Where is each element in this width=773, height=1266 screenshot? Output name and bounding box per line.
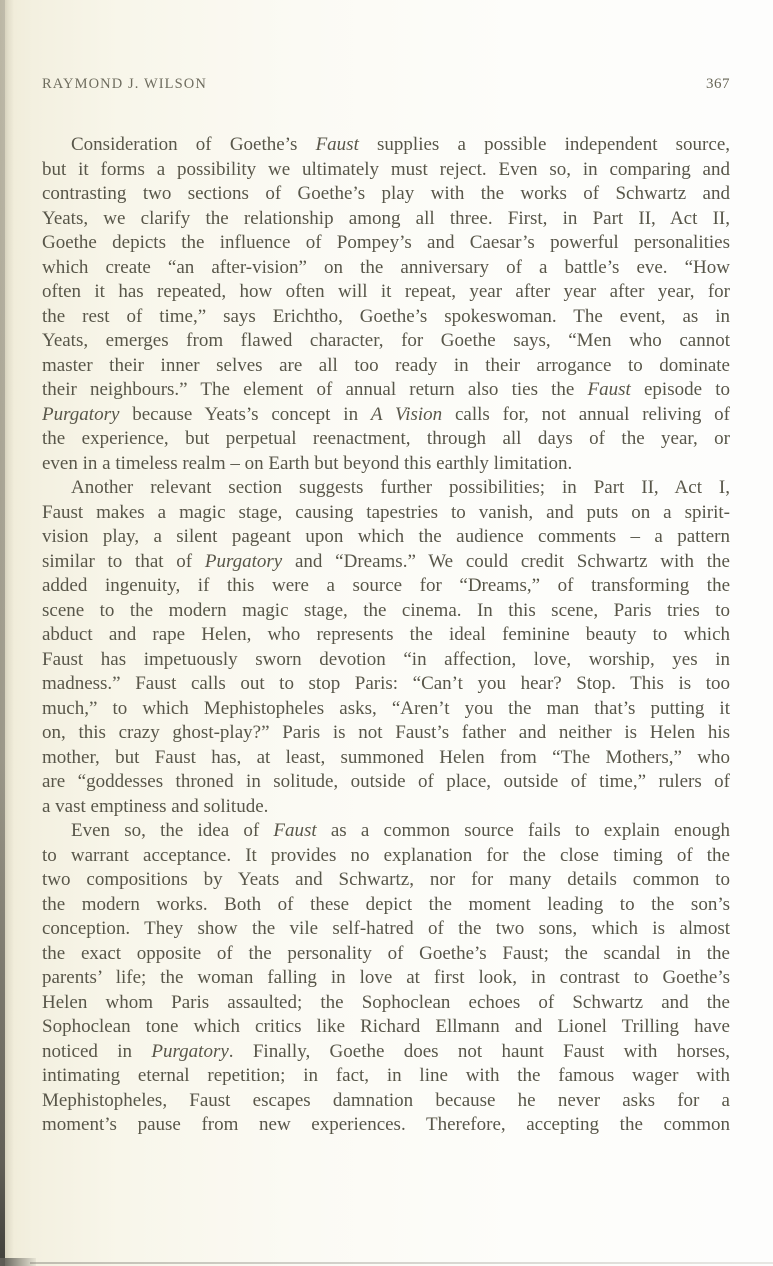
text-line	[42, 231, 730, 256]
text-run: are “goddesses throned in solitude, outside of place, outside of time,” rulers of	[42, 771, 730, 792]
text-line	[42, 256, 730, 281]
text-run: . Finally, Goethe does not haunt Faust with horses,	[228, 1040, 730, 1062]
text-line	[42, 1015, 730, 1040]
text-line	[42, 329, 730, 354]
text-column	[42, 133, 730, 1138]
text-run: to warrant acceptance. It provides no explanation for the close timing of the	[42, 844, 730, 866]
gutter-soft-shadow	[5, 0, 14, 1266]
text-run: similar to that of	[42, 550, 205, 572]
text-run: the rest of time,” says Erichtho, Goethe’s spokeswoman. The event, as in	[42, 305, 730, 327]
text-line	[42, 697, 730, 722]
text-run: Sophoclean tone which critics like Richard Ellmann and Lionel Trilling have	[42, 1016, 730, 1037]
text-run: conception. They show the vile self-hatred of the two sons, which is almost	[42, 918, 730, 939]
text-run: contrasting two sections of Goethe’s play with the works of Schwartz and	[42, 183, 730, 204]
text-line	[42, 305, 730, 330]
text-run: often it has repeated, how often will it repeat, year after year after year, for	[42, 281, 730, 302]
text-line	[42, 819, 730, 844]
text-run: Goethe depicts the influence of Pompey’s and Caesar’s powerful personalities	[42, 232, 730, 253]
text-run: added ingenuity, if this were a source for “Dreams,” of transforming the	[42, 575, 730, 596]
text-run: abduct and rape Helen, who represents the ideal feminine beauty to which	[42, 624, 730, 645]
text-run: parents’ life; the woman falling in love at first look, in contrast to Goethe’s	[42, 967, 730, 988]
text-run: because Yeats’s concept in	[119, 403, 371, 425]
text-run: Faust makes a magic stage, causing tapestries to vanish, and puts on a spirit-	[42, 501, 730, 523]
text-line	[42, 770, 730, 795]
text-line	[42, 427, 730, 452]
text-run: calls for, not annual reliving of	[442, 403, 730, 425]
text-run: Another relevant section suggests further possibilities; in Part II, Act I,	[71, 477, 730, 498]
text-run: the exact opposite of the personality of Goethe’s Faust; the scandal in the	[42, 942, 730, 964]
text-line	[42, 476, 730, 501]
text-line	[42, 550, 730, 575]
italic-title: Purgatory	[204, 550, 283, 572]
text-line	[42, 672, 730, 697]
text-line	[42, 1089, 730, 1114]
text-line	[42, 623, 730, 648]
paragraph	[42, 819, 730, 1138]
text-line	[42, 574, 730, 599]
text-run: mother, but Faust has, at least, summoned Helen from “The Mothers,” who	[42, 746, 730, 768]
text-run: episode to	[630, 379, 730, 400]
text-run: Yeats, we clarify the relationship among all three. First, in Part II, Act II,	[42, 207, 730, 229]
text-run: Mephistopheles, Faust escapes damnation because he never asks for a	[42, 1089, 730, 1111]
text-run: Helen whom Paris assaulted; the Sophoclean echoes of Schwartz and the	[42, 991, 730, 1013]
text-run: supplies a possible independent source,	[358, 134, 730, 155]
text-line	[42, 378, 730, 403]
text-run: a vast emptiness and solitude.	[42, 795, 269, 817]
paragraph	[42, 476, 730, 819]
text-line	[42, 868, 730, 893]
text-run: vision play, a silent pageant upon which the audience comments – a pattern	[42, 526, 730, 547]
text-run: scene to the modern magic stage, the cinema. In this scene, Paris tries to	[42, 599, 730, 621]
italic-title: Faust	[273, 820, 317, 841]
text-run: on, this crazy ghost-play?” Paris is not Faust’s father and neither is Helen his	[42, 722, 730, 743]
text-line	[42, 1113, 730, 1138]
text-line	[42, 721, 730, 746]
text-line	[42, 1064, 730, 1089]
paragraph	[42, 133, 730, 476]
text-run: the modern works. Both of these depict the moment leading to the son’s	[42, 893, 730, 915]
text-run: the experience, but perpetual reenactment, through all days of the year, or	[42, 428, 730, 449]
text-run: even in a timeless realm – on Earth but beyond this earthly limitation.	[42, 452, 573, 474]
page-content	[42, 76, 730, 1138]
page-number: 367	[706, 76, 730, 92]
text-line	[42, 942, 730, 967]
italic-title: Faust	[587, 379, 631, 400]
text-line	[42, 207, 730, 232]
text-run: but it forms a possibility we ultimately must reject. Even so, in comparing and	[42, 158, 730, 180]
text-line	[42, 133, 730, 158]
text-run: moment’s pause from new experiences. Therefore, accepting the common	[42, 1114, 730, 1135]
text-run: as a common source fails to explain enough	[316, 820, 730, 841]
text-line	[42, 182, 730, 207]
italic-title: Purgatory	[151, 1040, 229, 1062]
author-name: RAYMOND J. WILSON	[42, 76, 207, 92]
text-line	[42, 795, 730, 820]
text-line	[42, 917, 730, 942]
text-line	[42, 844, 730, 869]
text-line	[42, 966, 730, 991]
text-run: Even so, the idea of	[71, 820, 274, 841]
text-line	[42, 158, 730, 183]
text-line	[42, 746, 730, 771]
text-run: Yeats, emerges from flawed character, for Goethe says, “Men who cannot	[42, 330, 730, 351]
page-bottom-edge	[30, 1262, 773, 1264]
italic-title: Purgatory	[42, 403, 120, 425]
italic-title: Faust	[315, 134, 359, 155]
text-run: which create “an after-vision” on the anniversary of a battle’s eve. “How	[42, 256, 730, 278]
text-line	[42, 599, 730, 624]
text-line	[42, 648, 730, 673]
text-line	[42, 501, 730, 526]
text-line	[42, 354, 730, 379]
text-line	[42, 452, 730, 477]
text-line	[42, 991, 730, 1016]
text-run: intimating eternal repetition; in fact, in line with the famous wager with	[42, 1065, 730, 1086]
text-line	[42, 525, 730, 550]
text-run: two compositions by Yeats and Schwartz, nor for many details common to	[42, 869, 730, 890]
text-run: and “Dreams.” We could credit Schwartz with the	[282, 550, 730, 572]
text-run: madness.” Faust calls out to stop Paris: “Can’t you hear? Stop. This is too	[42, 673, 730, 694]
text-run: Faust has impetuously sworn devotion “in affection, love, worship, yes in	[42, 648, 730, 670]
text-run: much,” to which Mephistopheles asks, “Aren’t you the man that’s putting it	[42, 697, 730, 719]
text-run: noticed in	[42, 1040, 152, 1062]
text-line	[42, 403, 730, 428]
text-line	[42, 893, 730, 918]
text-run: Consideration of Goethe’s	[71, 134, 316, 155]
running-header	[42, 76, 730, 93]
italic-title: A Vision	[370, 403, 443, 425]
text-line	[42, 1040, 730, 1065]
text-run: master their inner selves are all too ready in their arrogance to dominate	[42, 354, 730, 376]
text-line	[42, 280, 730, 305]
text-run: their neighbours.” The element of annual return also ties the	[42, 379, 588, 400]
